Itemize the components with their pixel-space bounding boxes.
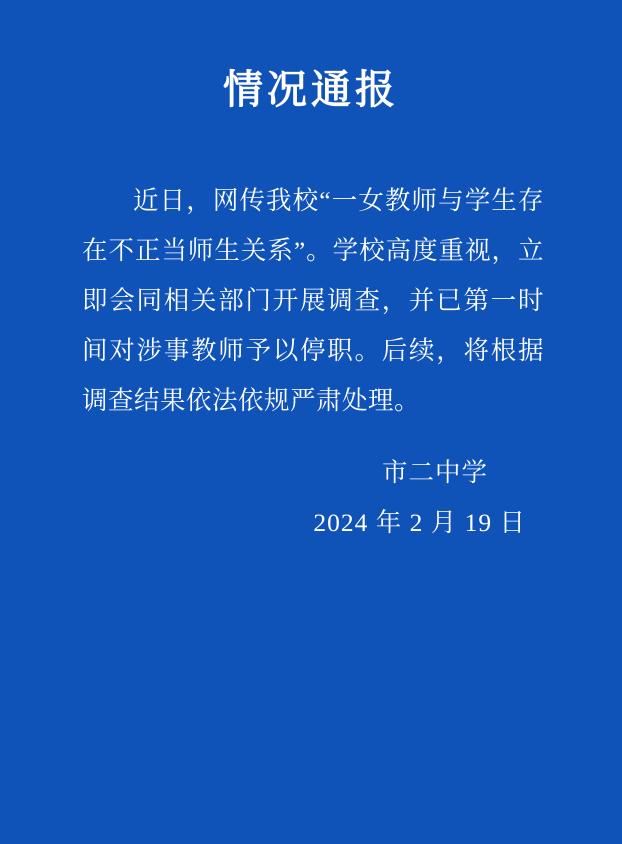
page-title: 情况通报 [223, 68, 399, 112]
notice-date: 2024 年 2 月 19 日 [313, 508, 526, 537]
notice-paragraph: 近日，网传我校“一女教师与学生存在不正当师生关系”。学校高度重视，立即会同相关部门开展调查，并已第一时间对涉事教师予以停职。后续，将根据调查结果依法依规严肃处理。 [82, 186, 544, 415]
notice-signature: 市二中学 [381, 458, 488, 487]
notice-body [0, 114, 622, 548]
